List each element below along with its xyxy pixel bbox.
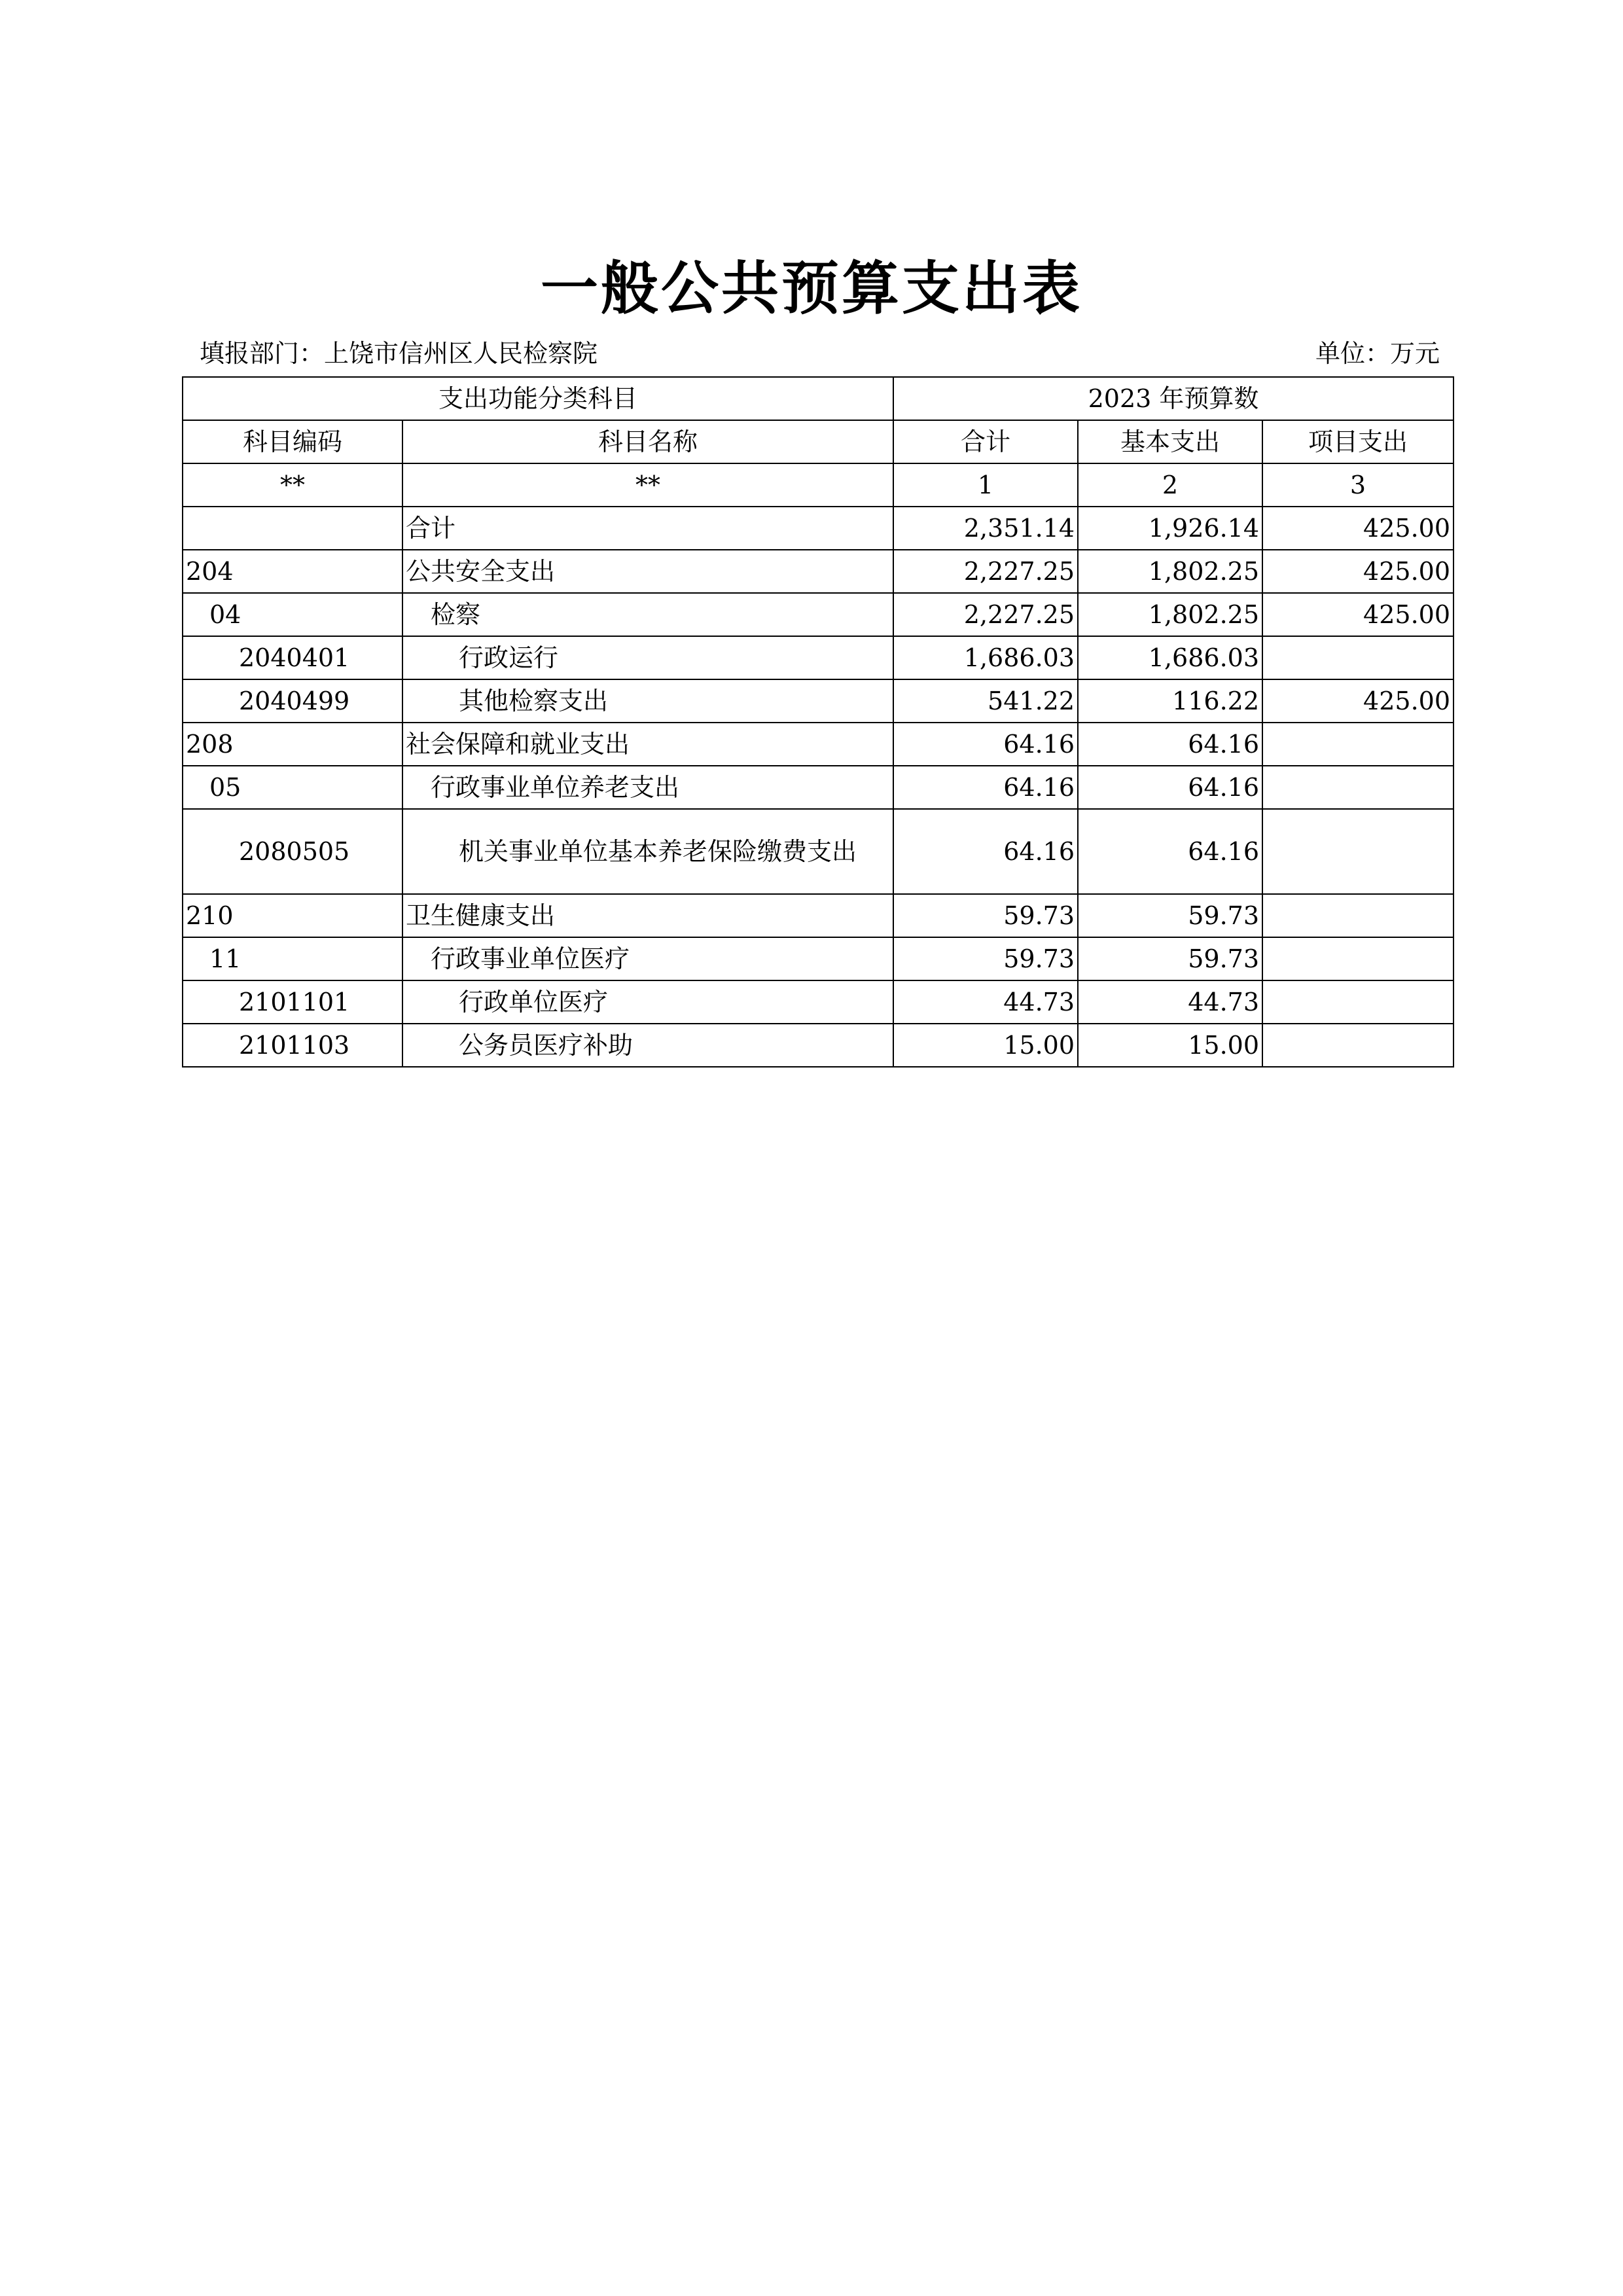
project-cell [1262, 937, 1454, 980]
total-cell: 64.16 [893, 723, 1078, 766]
code-cell: 2040401 [183, 636, 402, 679]
code-cell: 204 [183, 550, 402, 593]
department-label: 填报部门：上饶市信州区人民检察院 [200, 339, 598, 368]
table-row [183, 980, 1454, 1024]
name-cell: 机关事业单位基本养老保险缴费支出 [402, 809, 893, 894]
name-cell: 行政事业单位养老支出 [402, 766, 893, 809]
code-cell: 210 [183, 894, 402, 937]
code-cell: 04 [183, 593, 402, 636]
column-header-name: 科目名称 [402, 420, 893, 463]
group-header-budget: 2023 年预算数 [893, 377, 1454, 420]
basic-cell: 64.16 [1078, 766, 1262, 809]
basic-cell: 1,686.03 [1078, 636, 1262, 679]
index-cell: 2 [1078, 463, 1262, 507]
table-row [183, 937, 1454, 980]
table-row [183, 766, 1454, 809]
total-cell: 541.22 [893, 679, 1078, 723]
basic-cell: 116.22 [1078, 679, 1262, 723]
code-cell: 11 [183, 937, 402, 980]
table-row [183, 593, 1454, 636]
basic-cell: 1,802.25 [1078, 593, 1262, 636]
basic-cell: 1,802.25 [1078, 550, 1262, 593]
code-cell: 2080505 [183, 809, 402, 894]
column-header-basic: 基本支出 [1078, 420, 1262, 463]
name-cell: 合计 [402, 507, 893, 550]
group-header-function: 支出功能分类科目 [183, 377, 893, 420]
total-cell: 1,686.03 [893, 636, 1078, 679]
table-row [183, 894, 1454, 937]
budget-table [182, 376, 1454, 1067]
basic-cell: 1,926.14 [1078, 507, 1262, 550]
project-cell [1262, 723, 1454, 766]
name-cell: 其他检察支出 [402, 679, 893, 723]
name-cell: 行政运行 [402, 636, 893, 679]
table-row [183, 1024, 1454, 1067]
total-cell: 2,227.25 [893, 593, 1078, 636]
total-cell: 15.00 [893, 1024, 1078, 1067]
index-cell: 3 [1262, 463, 1454, 507]
table-row [183, 809, 1454, 894]
table-row [183, 507, 1454, 550]
index-row [183, 463, 1454, 507]
index-cell: ** [402, 463, 893, 507]
code-cell: 2101103 [183, 1024, 402, 1067]
project-cell [1262, 894, 1454, 937]
index-cell: 1 [893, 463, 1078, 507]
code-cell [183, 507, 402, 550]
basic-cell: 64.16 [1078, 809, 1262, 894]
project-cell: 425.00 [1262, 593, 1454, 636]
name-cell: 公务员医疗补助 [402, 1024, 893, 1067]
code-cell: 2101101 [183, 980, 402, 1024]
code-cell: 208 [183, 723, 402, 766]
name-cell: 卫生健康支出 [402, 894, 893, 937]
name-cell: 行政单位医疗 [402, 980, 893, 1024]
name-cell: 行政事业单位医疗 [402, 937, 893, 980]
project-cell [1262, 1024, 1454, 1067]
total-cell: 59.73 [893, 894, 1078, 937]
project-cell [1262, 766, 1454, 809]
project-cell [1262, 636, 1454, 679]
total-cell: 59.73 [893, 937, 1078, 980]
unit-label: 单位：万元 [1315, 339, 1440, 368]
total-cell: 64.16 [893, 766, 1078, 809]
table-row [183, 679, 1454, 723]
project-cell [1262, 980, 1454, 1024]
column-header-code: 科目编码 [183, 420, 402, 463]
project-cell: 425.00 [1262, 507, 1454, 550]
column-header-row [183, 420, 1454, 463]
code-cell: 2040499 [183, 679, 402, 723]
index-cell: ** [183, 463, 402, 507]
column-header-project: 项目支出 [1262, 420, 1454, 463]
total-cell: 2,351.14 [893, 507, 1078, 550]
table-row [183, 550, 1454, 593]
table-row [183, 723, 1454, 766]
page-title: 一般公共预算支出表 [540, 254, 1082, 322]
project-cell: 425.00 [1262, 679, 1454, 723]
name-cell: 社会保障和就业支出 [402, 723, 893, 766]
basic-cell: 64.16 [1078, 723, 1262, 766]
total-cell: 2,227.25 [893, 550, 1078, 593]
column-header-total: 合计 [893, 420, 1078, 463]
basic-cell: 59.73 [1078, 894, 1262, 937]
project-cell [1262, 809, 1454, 894]
total-cell: 64.16 [893, 809, 1078, 894]
basic-cell: 44.73 [1078, 980, 1262, 1024]
basic-cell: 15.00 [1078, 1024, 1262, 1067]
table-row [183, 636, 1454, 679]
name-cell: 公共安全支出 [402, 550, 893, 593]
group-header-row [183, 377, 1454, 420]
code-cell: 05 [183, 766, 402, 809]
basic-cell: 59.73 [1078, 937, 1262, 980]
total-cell: 44.73 [893, 980, 1078, 1024]
project-cell: 425.00 [1262, 550, 1454, 593]
name-cell: 检察 [402, 593, 893, 636]
